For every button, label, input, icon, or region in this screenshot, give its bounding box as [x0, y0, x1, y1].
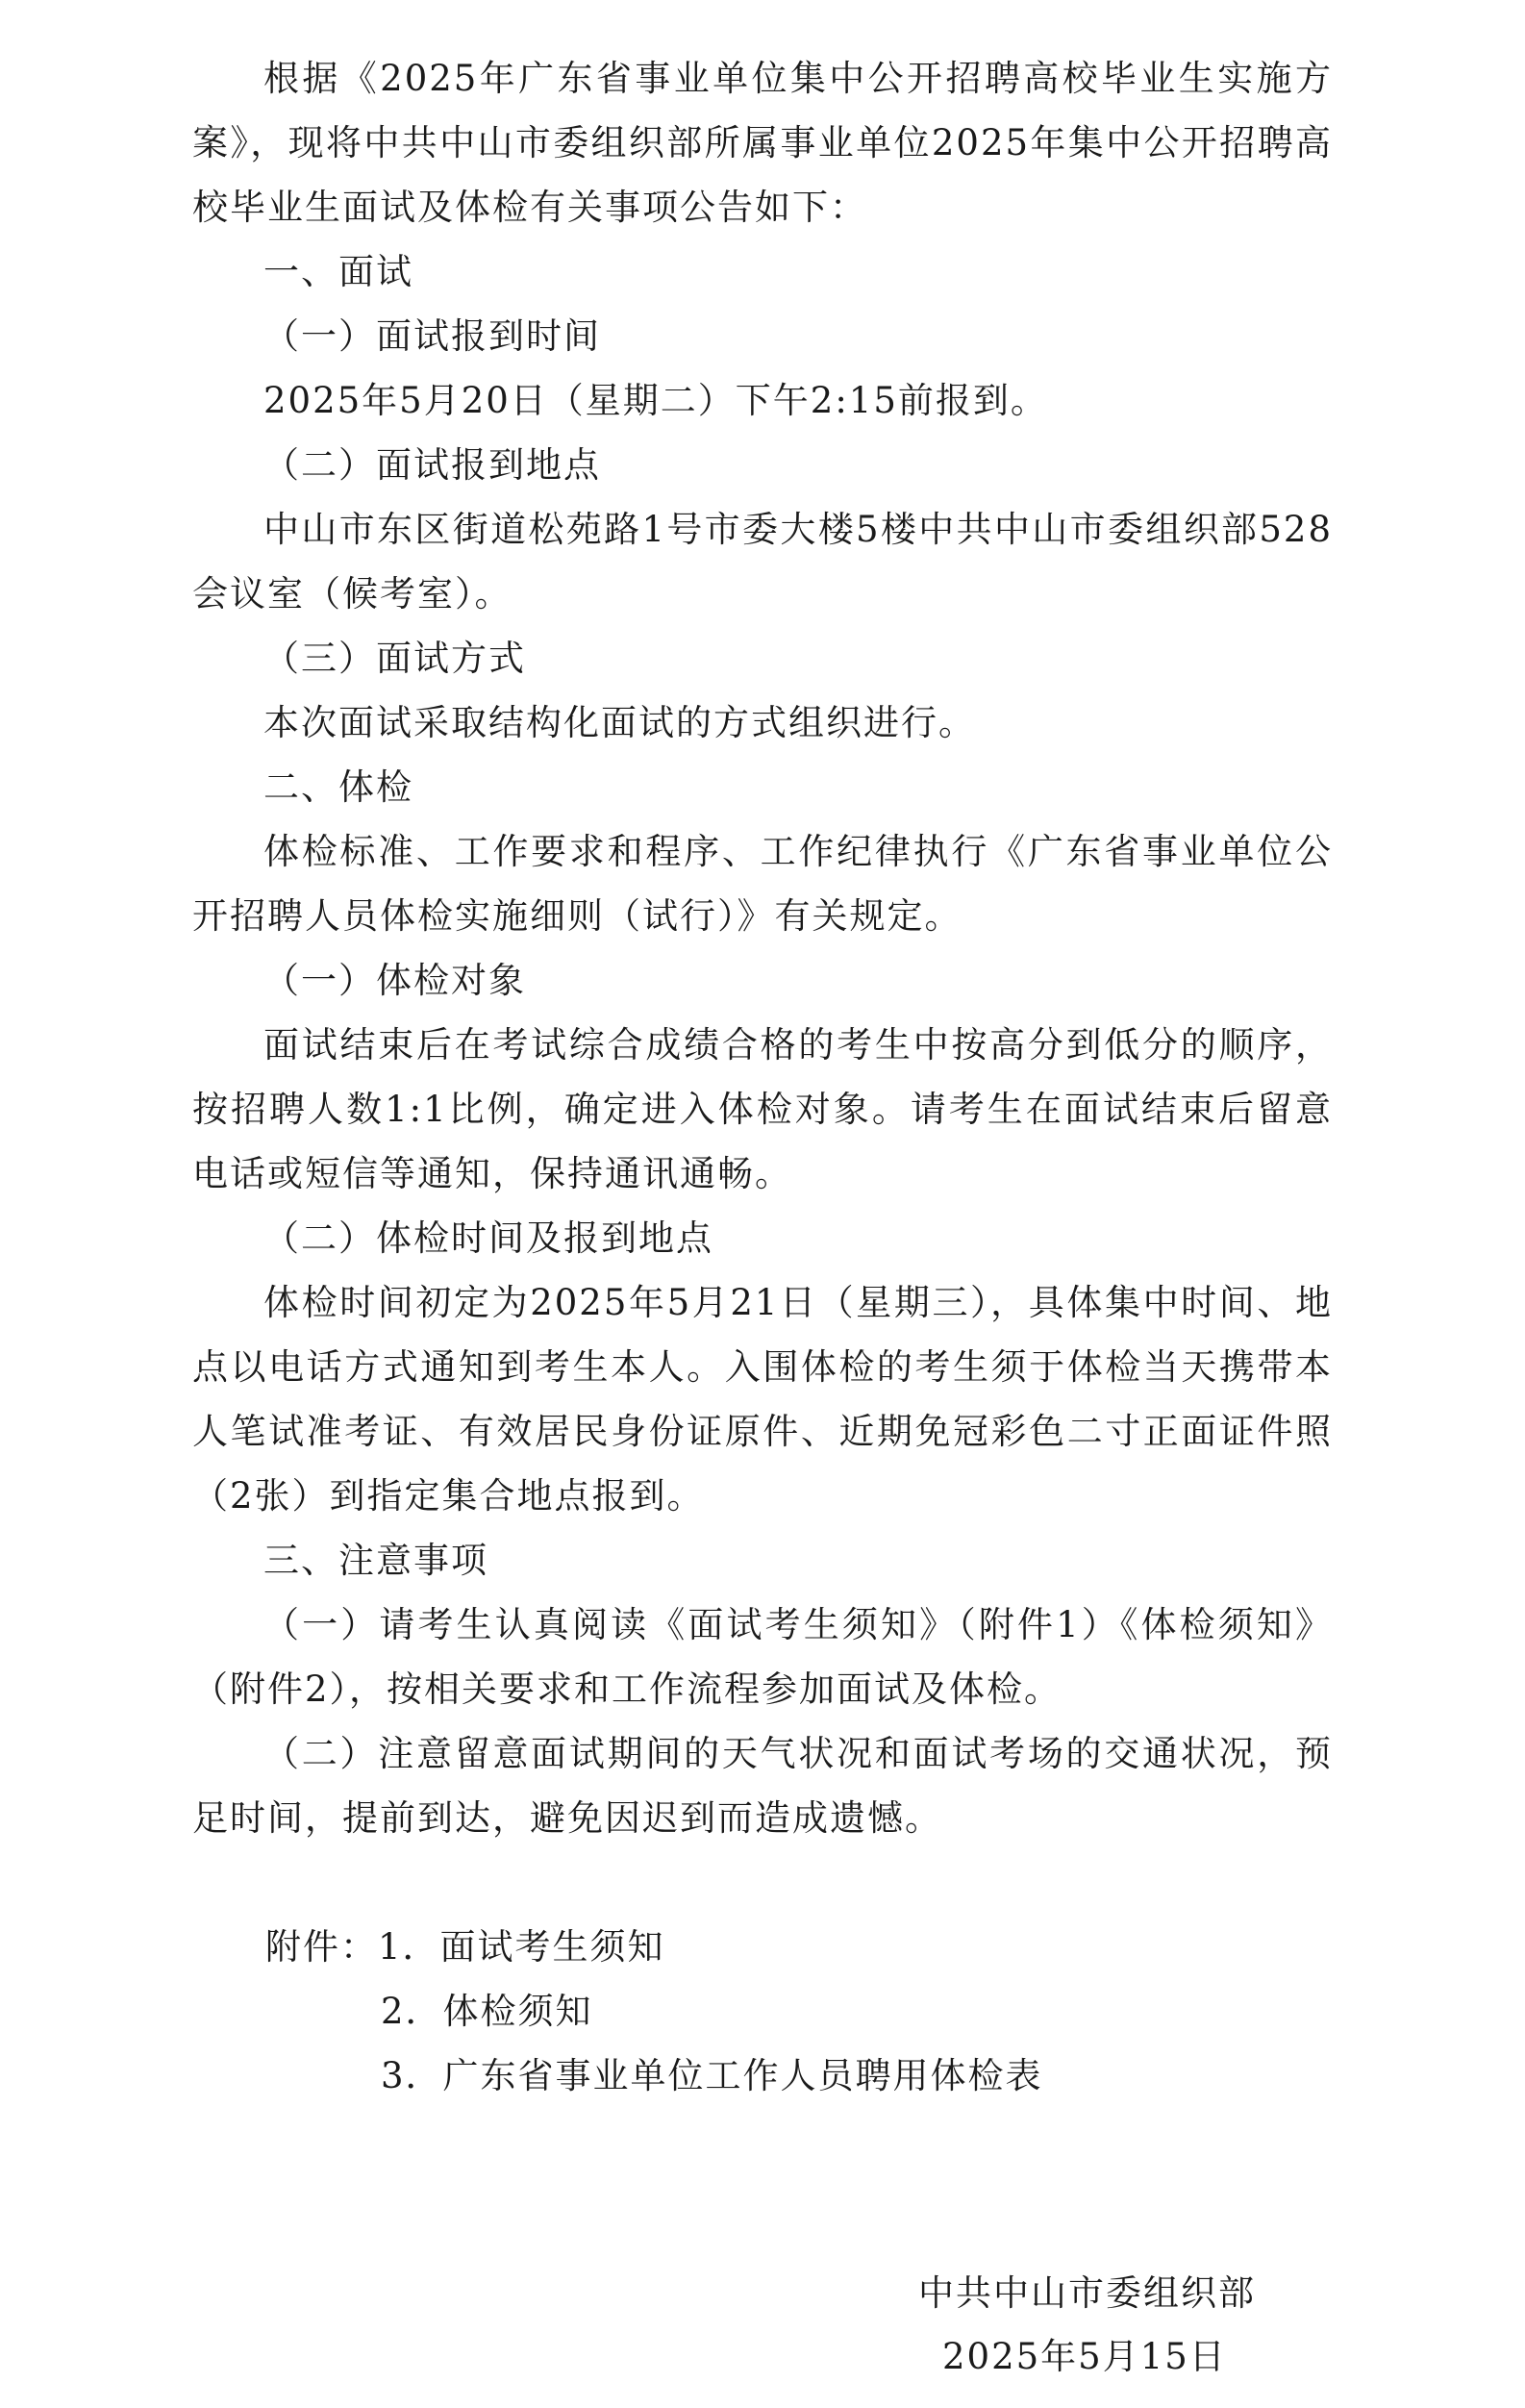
signature-date: 2025年5月15日	[942, 2336, 1227, 2377]
interview-place-heading: （二）面试报到地点	[263, 444, 601, 486]
exam-target-text: 面试结束后在考试综合成绩合格的考生中按高分到低分的顺序，按招聘人数1:1比例，确定进入体检对象。请考生在面试结束后留意电话或短信等通知，保持通讯通畅。	[192, 1024, 1333, 1194]
interview-method-text: 本次面试采取结构化面试的方式组织进行。	[263, 702, 976, 743]
exam-time-heading: （二）体检时间及报到地点	[263, 1217, 713, 1259]
attachment-item-2: 2．体检须知	[381, 1991, 593, 2032]
attachments-label-row	[192, 1915, 1333, 1979]
spacer	[192, 1850, 1333, 1915]
attachment-item-1: 1．面试考生须知	[378, 1926, 665, 1968]
attachments-label: 附件：	[265, 1926, 378, 1968]
section-exam-heading: 二、体检	[263, 766, 413, 808]
section-notes-heading: 三、注意事项	[263, 1540, 488, 1581]
interview-place-text: 中山市东区街道松苑路1号市委大楼5楼中共中山市委组织部528会议室（候考室）。	[192, 509, 1333, 615]
intro-paragraph: 根据《2025年广东省事业单位集中公开招聘高校毕业生实施方案》，现将中共中山市委组织部所属事业单位2025年集中公开招聘高校毕业生面试及体检有关事项公告如下：	[192, 58, 1333, 228]
attachment-item-3: 3．广东省事业单位工作人员聘用体检表	[381, 2055, 1043, 2096]
note-2-text: （二）注意留意面试期间的天气状况和面试考场的交通状况，预足时间，提前到达，避免因迟到而造成遗憾。	[192, 1733, 1333, 1839]
exam-target-heading: （一）体检对象	[263, 960, 526, 1001]
interview-time-heading: （一）面试报到时间	[263, 315, 601, 357]
exam-time-text: 体检时间初定为2025年5月21日（星期三），具体集中时间、地点以电话方式通知到考生本人。入围体检的考生须于体检当天携带本人笔试准考证、有效居民身份证原件、近期免冠彩色二寸正面证件照（2张）到指定集合地点报到。	[192, 1282, 1333, 1517]
interview-method-heading: （三）面试方式	[263, 638, 526, 679]
announcement-body	[192, 46, 1333, 2108]
interview-time-text: 2025年5月20日（星期二）下午2:15前报到。	[263, 380, 1048, 421]
signature-org: 中共中山市委组织部	[918, 2272, 1256, 2314]
section-interview-heading: 一、面试	[263, 251, 413, 292]
exam-intro-text: 体检标准、工作要求和程序、工作纪律执行《广东省事业单位公开招聘人员体检实施细则（试行）》有关规定。	[192, 831, 1333, 937]
note-1-text: （一）请考生认真阅读《面试考生须知》（附件1）《体检须知》（附件2），按相关要求和工作流程参加面试及体检。	[192, 1604, 1333, 1710]
